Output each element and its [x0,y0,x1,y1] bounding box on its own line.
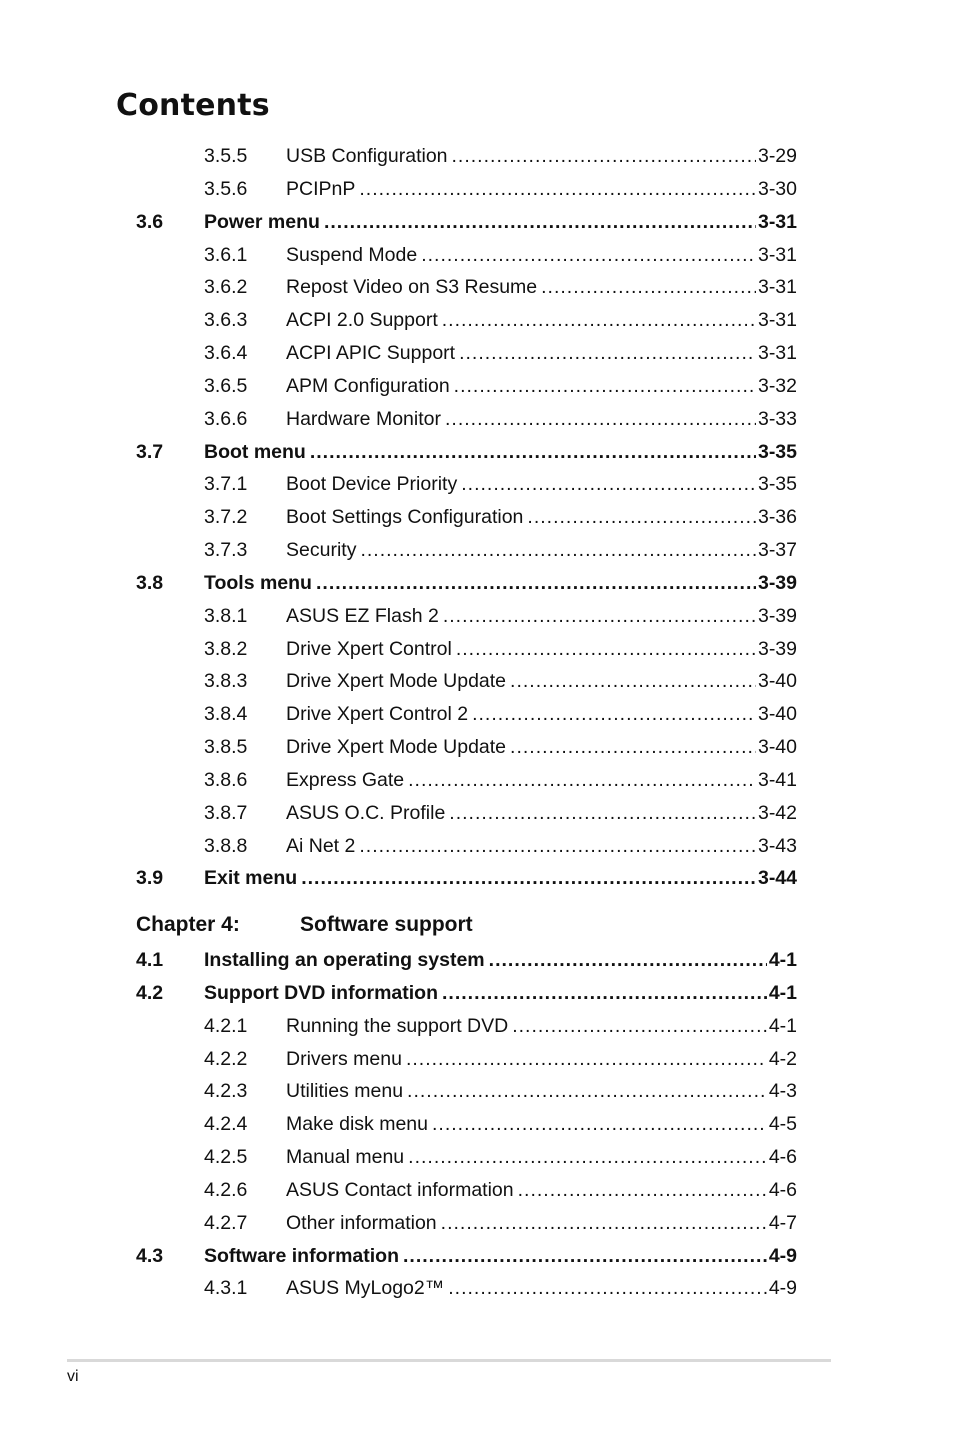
toc-entry-number: 3.6.2 [204,276,248,299]
toc-entry-page: 3-30 [757,177,797,200]
toc-entry[interactable] [0,304,954,337]
toc-entry-leader [204,862,797,895]
toc-entry-label: Tools menu [204,571,312,594]
toc-entry-label: ACPI 2.0 Support [286,309,438,332]
toc-entry-leader [286,797,797,830]
toc-entry-page: 3-39 [757,571,797,594]
footer-rule [67,1359,831,1362]
toc-entry-leader [204,1240,797,1273]
toc-entry-label: ASUS MyLogo2™ [286,1277,445,1300]
toc-entry-number: 3.6.3 [204,309,248,332]
toc-entry-label: APM Configuration [286,374,450,397]
toc-entry-number: 3.5.6 [204,177,248,200]
toc-entry[interactable] [0,534,954,567]
toc-entry-label: Suspend Mode [286,243,418,266]
toc-entry-leader [286,1010,797,1043]
toc-entry[interactable] [0,944,954,977]
toc-entry[interactable] [0,206,954,239]
toc-entry[interactable] [0,436,954,469]
toc-entry[interactable] [0,1108,954,1141]
toc-entry-number: 3.7.3 [204,539,248,562]
toc-entry[interactable] [0,1240,954,1273]
toc-entry-leader [286,468,797,501]
toc-entry-page: 3-32 [757,374,797,397]
toc-entry-page: 3-44 [757,867,797,890]
toc-entry-label: ASUS Contact information [286,1178,514,1201]
toc-entry-label: Manual menu [286,1146,405,1169]
toc-entry-page: 4-9 [768,1244,797,1267]
toc-entry-number: 4.2.5 [204,1146,248,1169]
toc-entry-page: 3-39 [757,604,797,627]
toc-entry-page: 3-33 [757,407,797,430]
toc-entry-leader [286,1043,797,1076]
toc-entry-number: 3.8.3 [204,670,248,693]
toc-entry-number: 4.2.2 [204,1047,248,1070]
toc-entry-number: 4.3.1 [204,1277,248,1300]
toc-entry-label: Software information [204,1244,400,1267]
toc-entry-number: 3.8.1 [204,604,248,627]
toc-entry-leader [286,271,797,304]
toc-entry[interactable] [0,633,954,666]
dot-leader [443,600,756,633]
toc-entry-number: 4.2.6 [204,1178,248,1201]
toc-entry-page: 4-2 [768,1047,797,1070]
toc-entry-leader [286,633,797,666]
toc-entry-leader [286,337,797,370]
dot-leader [403,1240,767,1273]
toc-entry-number: 3.6 [136,210,164,233]
toc-entry-leader [286,501,797,534]
toc-entry-label: Support DVD information [204,981,438,1004]
toc-entry-leader [286,764,797,797]
toc-entry-number: 3.8.8 [204,834,248,857]
toc-entry-number: 3.8.7 [204,801,248,824]
toc-entry-page: 4-9 [768,1277,797,1300]
toc-entry[interactable] [0,1043,954,1076]
toc-entry-page: 3-42 [757,801,797,824]
toc-entry-page: 3-31 [757,243,797,266]
toc-entry[interactable] [0,1174,954,1207]
toc-entry-leader [286,239,797,272]
dot-leader [459,337,756,370]
toc-entry-page: 4-1 [768,1014,797,1037]
toc-entry-page: 4-7 [768,1211,797,1234]
toc-entry-label: Exit menu [204,867,298,890]
toc-entry-page: 3-29 [757,145,797,167]
toc-entry-number: 3.8.2 [204,637,248,660]
toc-entry[interactable] [0,797,954,830]
toc-entry-leader [286,140,797,173]
toc-entry[interactable] [0,403,954,436]
toc-entry[interactable] [0,173,954,206]
toc-entry-page: 3-35 [757,473,797,496]
toc-entry-label: Other information [286,1211,437,1234]
dot-leader [360,534,756,567]
toc-entry[interactable] [0,1075,954,1108]
toc-entry-label: Make disk menu [286,1113,428,1136]
dot-leader [359,830,756,863]
toc-entry-leader [286,1108,797,1141]
dot-leader [310,436,756,469]
toc-entry-label: Installing an operating system [204,949,485,971]
toc-entry-number: 3.8 [136,571,164,594]
toc-entry-page: 3-40 [757,670,797,693]
toc-entry-leader [286,698,797,731]
toc-entry[interactable] [0,977,954,1010]
toc-entry-page: 4-1 [768,949,797,971]
dot-leader [512,1010,767,1043]
toc-entry[interactable] [0,1272,954,1305]
toc-entry-page: 3-35 [757,440,797,463]
toc-entry-page: 3-31 [757,210,797,233]
toc-entry[interactable] [0,239,954,272]
toc-entry[interactable] [0,830,954,863]
chapter-title: Software support [300,913,473,936]
toc-entry-page: 3-31 [757,276,797,299]
toc-entry-number: 3.9 [136,867,164,890]
toc-entry-label: Boot menu [204,440,306,463]
toc-entry-number: 3.8.5 [204,736,248,759]
toc-entry-leader [204,944,797,977]
toc-entry-number: 3.6.6 [204,407,248,430]
dot-leader [510,731,756,764]
toc-entry[interactable] [0,567,954,600]
toc-entry-leader [286,1174,797,1207]
toc-entry-number: 3.7.2 [204,506,248,529]
toc-entry-page: 4-6 [768,1178,797,1201]
dot-leader [442,977,767,1010]
toc-entry-number: 4.3 [136,1244,164,1267]
dot-leader [452,140,756,173]
dot-leader [301,862,756,895]
toc-entry[interactable] [0,1141,954,1174]
toc-entry-page: 4-3 [768,1080,797,1103]
toc-entry-page: 3-31 [757,342,797,365]
toc-entry-page: 3-37 [757,539,797,562]
toc-entry-page: 3-36 [757,506,797,529]
toc-entry-leader [286,173,797,206]
toc-entry-leader [286,665,797,698]
toc-entry[interactable] [0,1207,954,1240]
toc-entry-label: ACPI APIC Support [286,342,456,365]
dot-leader [461,468,756,501]
toc-entry-label: Ai Net 2 [286,834,356,857]
toc-entry[interactable] [0,665,954,698]
dot-leader [445,403,756,436]
toc-entry-page: 3-39 [757,637,797,660]
toc-entry-leader [286,1141,797,1174]
page-title: Contents [116,88,270,123]
toc-entry-page: 3-31 [757,309,797,332]
toc-entry-label: Boot Device Priority [286,473,458,496]
toc-entry-label: Drive Xpert Control 2 [286,703,469,726]
toc-entry-page: 4-1 [768,981,797,1004]
toc-entry-page: 4-6 [768,1146,797,1169]
dot-leader [408,764,756,797]
dot-leader [510,665,756,698]
dot-leader [408,1141,767,1174]
toc-entry-number: 3.8.4 [204,703,248,726]
dot-leader [472,698,756,731]
toc-entry-label: Drive Xpert Control [286,637,452,660]
toc-entry[interactable] [0,501,954,534]
toc-entry-number: 3.7 [136,440,164,463]
toc-entry-label: Utilities menu [286,1080,404,1103]
toc-entry[interactable] [0,731,954,764]
toc-entry-label: PCIPnP [286,177,356,200]
dot-leader [442,304,756,337]
toc-entry-leader [286,830,797,863]
dot-leader [541,271,756,304]
toc-entry-leader [286,1272,797,1305]
toc-entry-page: 3-41 [757,768,797,791]
toc-entry-label: USB Configuration [286,145,448,167]
toc-entry-number: 3.7.1 [204,473,248,496]
toc-entry-label: Repost Video on S3 Resume [286,276,538,299]
toc-entry-page: 3-40 [757,736,797,759]
toc-entry-page: 3-40 [757,703,797,726]
toc-entry-label: Boot Settings Configuration [286,506,524,529]
toc-entry-label: Express Gate [286,768,405,791]
toc-entry-leader [286,1207,797,1240]
toc-entry-leader [204,206,797,239]
chapter-number: Chapter 4: [136,913,240,936]
toc-entry-page: 4-5 [768,1113,797,1136]
toc-entry[interactable] [0,468,954,501]
toc-entry-leader [286,403,797,436]
dot-leader [441,1207,767,1240]
toc-entry[interactable] [0,600,954,633]
footer-page-number: vi [67,1368,79,1385]
dot-leader [527,501,756,534]
toc-entry-label: Drivers menu [286,1047,402,1070]
dot-leader [449,797,756,830]
dot-leader [454,370,756,403]
toc-entry-number: 3.8.6 [204,768,248,791]
toc-entry-leader [286,1075,797,1108]
toc-entry-leader [286,304,797,337]
toc-entry-label: Security [286,539,357,562]
dot-leader [406,1043,767,1076]
toc-entry[interactable] [0,862,954,895]
toc-entry-leader [204,567,797,600]
toc-entry-leader [286,600,797,633]
toc-entry[interactable] [0,1010,954,1043]
toc-entry-number: 3.5.5 [204,145,248,167]
toc-entry-number: 4.2.4 [204,1113,248,1136]
toc-entry[interactable] [0,764,954,797]
toc-entry-leader [204,977,797,1010]
dot-leader [448,1272,767,1305]
toc-entry-number: 4.2 [136,981,164,1004]
toc-entry-label: Hardware Monitor [286,407,441,430]
toc-entry-label: Running the support DVD [286,1014,509,1037]
toc-entry-number: 4.2.3 [204,1080,248,1103]
toc-entry-number: 4.1 [136,949,164,971]
dot-leader [489,944,767,977]
toc-entry[interactable] [0,370,954,403]
dot-leader [432,1108,767,1141]
dot-leader [324,206,756,239]
dot-leader [316,567,756,600]
toc-entry-number: 4.2.7 [204,1211,248,1234]
dot-leader [359,173,756,206]
toc-entry-leader [204,436,797,469]
dot-leader [421,239,756,272]
toc-entry-label: ASUS EZ Flash 2 [286,604,439,627]
toc-entry[interactable] [0,698,954,731]
toc-entry-number: 4.2.1 [204,1014,248,1037]
toc-entry-label: ASUS O.C. Profile [286,801,446,824]
toc-entry-leader [286,731,797,764]
toc-entry-leader [286,534,797,567]
toc-entry-label: Drive Xpert Mode Update [286,736,507,759]
toc-entry[interactable] [0,140,954,173]
toc-entry-number: 3.6.4 [204,342,248,365]
toc-entry[interactable] [0,337,954,370]
toc-entry-page: 3-43 [757,834,797,857]
toc-entry[interactable] [0,271,954,304]
dot-leader [407,1075,767,1108]
dot-leader [518,1174,767,1207]
toc-entry-label: Drive Xpert Mode Update [286,670,507,693]
toc-entry-label: Power menu [204,210,320,233]
toc-entry-leader [286,370,797,403]
toc-entry-number: 3.6.1 [204,243,248,266]
toc-entry-number: 3.6.5 [204,374,248,397]
dot-leader [456,633,756,666]
